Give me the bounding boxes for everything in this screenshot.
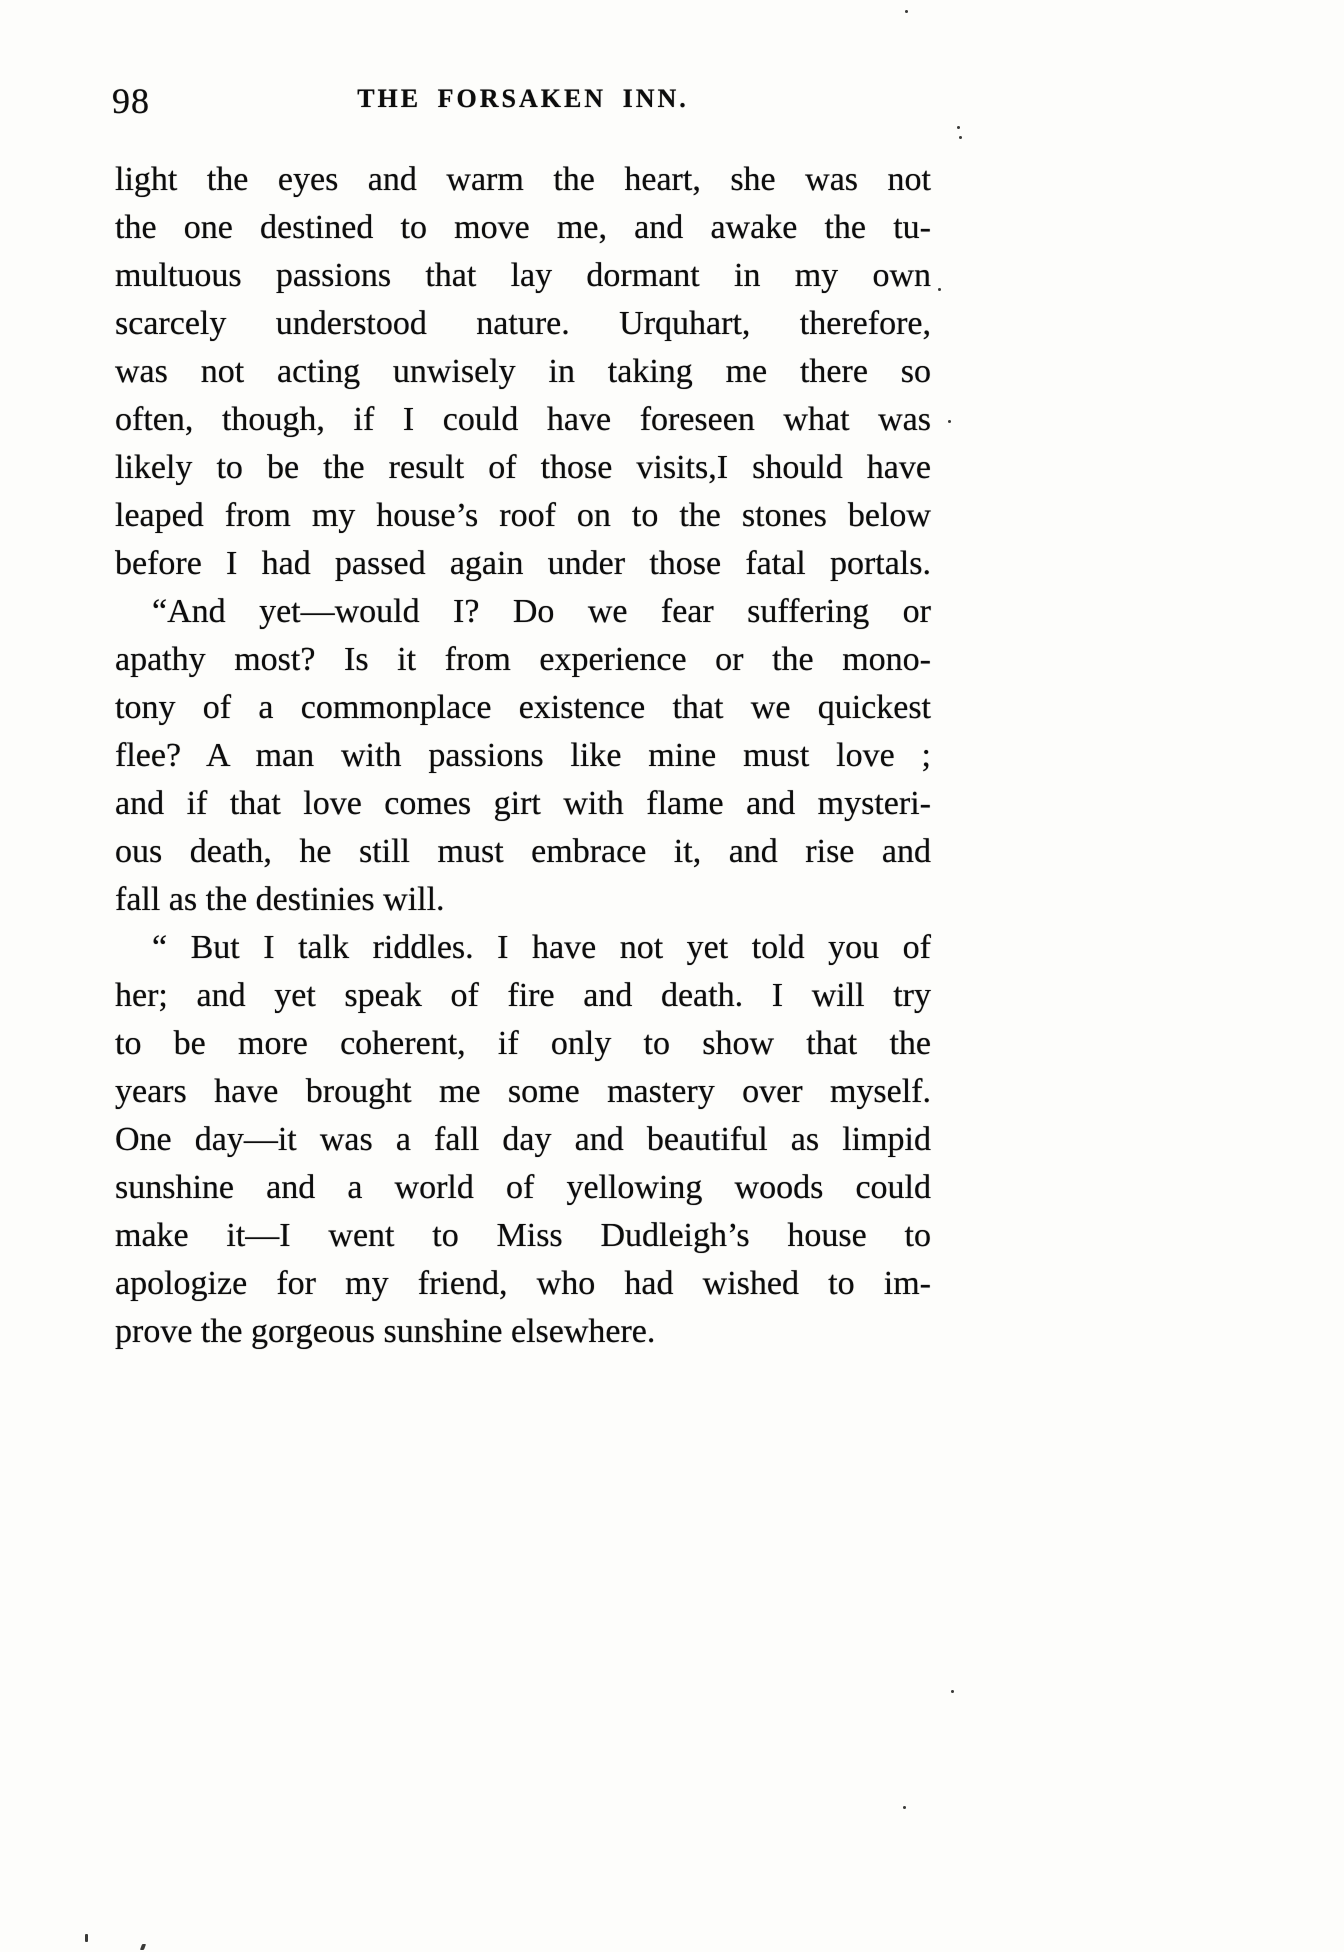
scan-speck — [957, 126, 960, 129]
text-line: was not acting unwisely in taking me there so — [115, 353, 931, 390]
scan-speck — [948, 420, 951, 423]
scan-speck — [905, 10, 908, 13]
text-line: “ But I talk riddles. I have not yet told you of — [152, 929, 931, 966]
page-number: 98 — [112, 81, 150, 121]
text-line: her; and yet speak of fire and death. I will try — [115, 977, 931, 1014]
text-line: leaped from my house’s roof on to the stones below — [115, 497, 931, 534]
text-line: before I had passed again under those fatal portals. — [115, 545, 931, 582]
text-line: ous death, he still must embrace it, and rise and — [115, 833, 931, 870]
scan-speck — [140, 1944, 146, 1950]
text-line: sunshine and a world of yellowing woods could — [115, 1169, 931, 1206]
scan-speck — [959, 136, 962, 139]
text-line: One day—it was a fall day and beautiful as limpid — [115, 1121, 931, 1158]
text-line: multuous passions that lay dormant in my own — [115, 257, 931, 294]
scan-speck — [85, 1934, 88, 1942]
text-line: likely to be the result of those visits,I should have — [115, 449, 931, 486]
text-line: make it—I went to Miss Dudleigh’s house to — [115, 1217, 931, 1254]
body-text — [115, 156, 931, 1356]
scan-speck — [938, 288, 941, 291]
text-line: prove the gorgeous sunshine elsewhere. — [115, 1313, 656, 1350]
text-line: years have brought me some mastery over myself. — [115, 1073, 931, 1110]
text-line: tony of a commonplace existence that we quickest — [115, 689, 931, 726]
text-line: the one destined to move me, and awake the tu- — [115, 209, 931, 246]
text-line: apathy most? Is it from experience or the mono- — [115, 641, 931, 678]
scan-speck — [951, 1690, 954, 1693]
text-line: fall as the destinies will. — [115, 881, 445, 918]
text-line: light the eyes and warm the heart, she was not — [115, 161, 931, 198]
text-line: flee? A man with passions like mine must love ; — [115, 737, 931, 774]
text-line: often, though, if I could have foreseen what was — [115, 401, 931, 438]
scan-speck — [903, 1806, 906, 1809]
text-line: “And yet—would I? Do we fear suffering or — [152, 593, 931, 630]
page-header — [0, 0, 1344, 140]
text-line: to be more coherent, if only to show that the — [115, 1025, 931, 1062]
running-title: THE FORSAKEN INN. — [357, 84, 689, 113]
text-line: apologize for my friend, who had wished to im- — [115, 1265, 931, 1302]
text-line: and if that love comes girt with flame and mysteri- — [115, 785, 931, 822]
text-line: scarcely understood nature. Urquhart, therefore, — [115, 305, 931, 342]
